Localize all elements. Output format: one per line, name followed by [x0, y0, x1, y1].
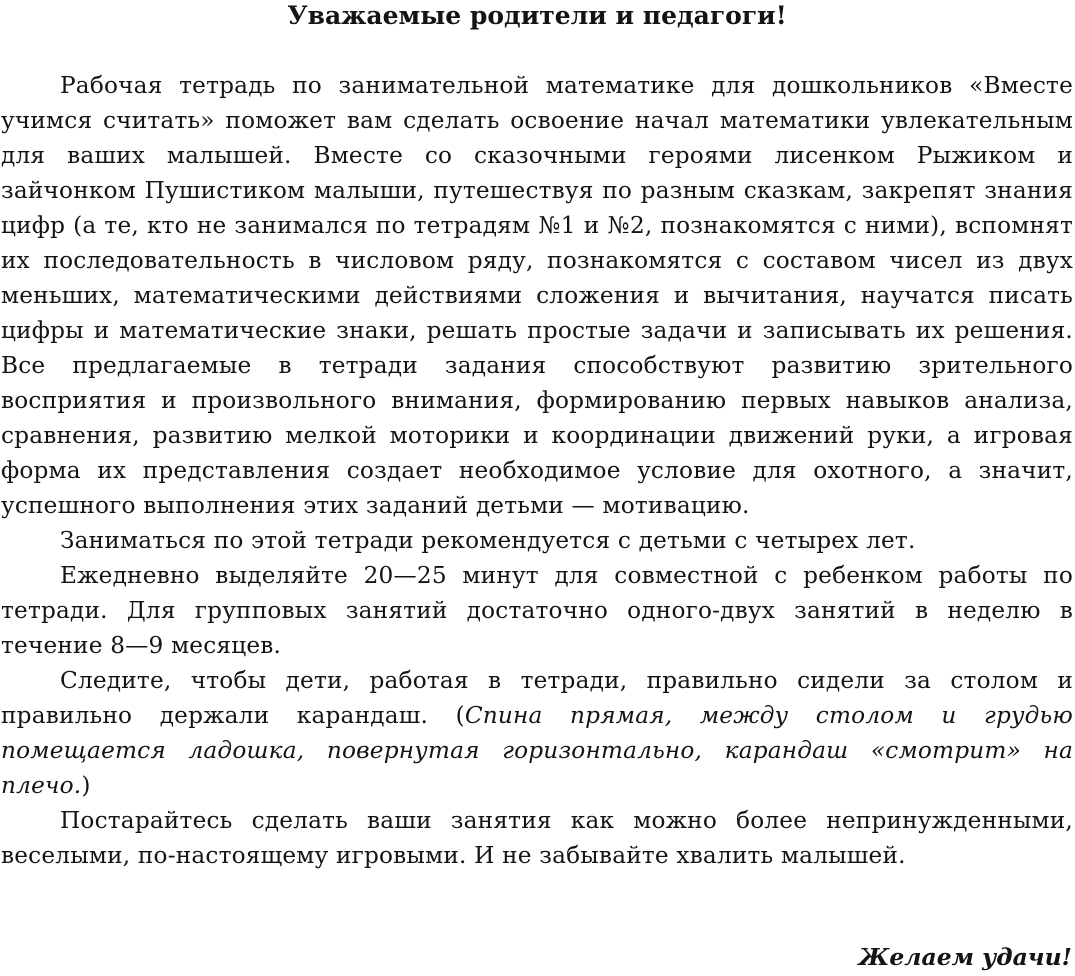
- signoff: Желаем удачи!: [858, 943, 1072, 971]
- posture-closing: ): [81, 772, 91, 799]
- page-title: Уважаемые родители и педагоги!: [287, 1, 787, 30]
- paragraph-posture: [1, 663, 1073, 803]
- posture-text: Следите, чтобы дети, работая в тетради, правильно сидели за столом и правильно держали карандаш. (: [1, 667, 1073, 729]
- paragraph-age: Заниматься по этой тетради рекомендуется с детьми с четырех лет.: [60, 527, 916, 554]
- paragraph-intro: Рабочая тетрадь по занимательной математике для дошкольников «Вместе учимся считать» поможет вам сделать освоение начал математики увлекательным для ваших малышей. Вместе со сказочными героями лисенком Рыжиком и зайчонком Пушистиком малыши, путешествуя по разным сказкам, закрепят знания цифр (а те, кто не занимался по тетрадям №1 и №2, познакомятся с ними), вспомнят их последовательность в числовом ряду, познакомятся с составом чисел из двух меньших, математическими действиями сложения и вычитания, научатся писать цифры и математические знаки, решать простые задачи и записывать их решения. Все предлагаемые в тетради задания способствуют развитию зрительного восприятия и произвольного внимания, формированию первых навыков анализа, сравнения, развитию мелкой моторики и координации движений руки, а игровая форма их представления создает необходимое условие для охотного, а значит, успешного выполнения этих заданий детьми — мотивацию.: [1, 72, 1073, 519]
- paragraph-schedule: Ежедневно выделяйте 20—25 минут для совместной с ребенком работы по тетради. Для групповых занятий достаточно одного-двух занятий в неделю в течение 8—9 месяцев.: [1, 562, 1073, 659]
- paragraph-closing: Постарайтесь сделать ваши занятия как можно более непринужденными, веселыми, по-настоящему игровыми. И не забывайте хвалить малышей.: [1, 807, 1073, 869]
- posture-italic-note: Спина прямая, между столом и грудью помещается ладошка, повернутая горизонтально, карандаш «смотрит» на плечо.: [1, 702, 1073, 799]
- document-body: [1, 68, 1073, 873]
